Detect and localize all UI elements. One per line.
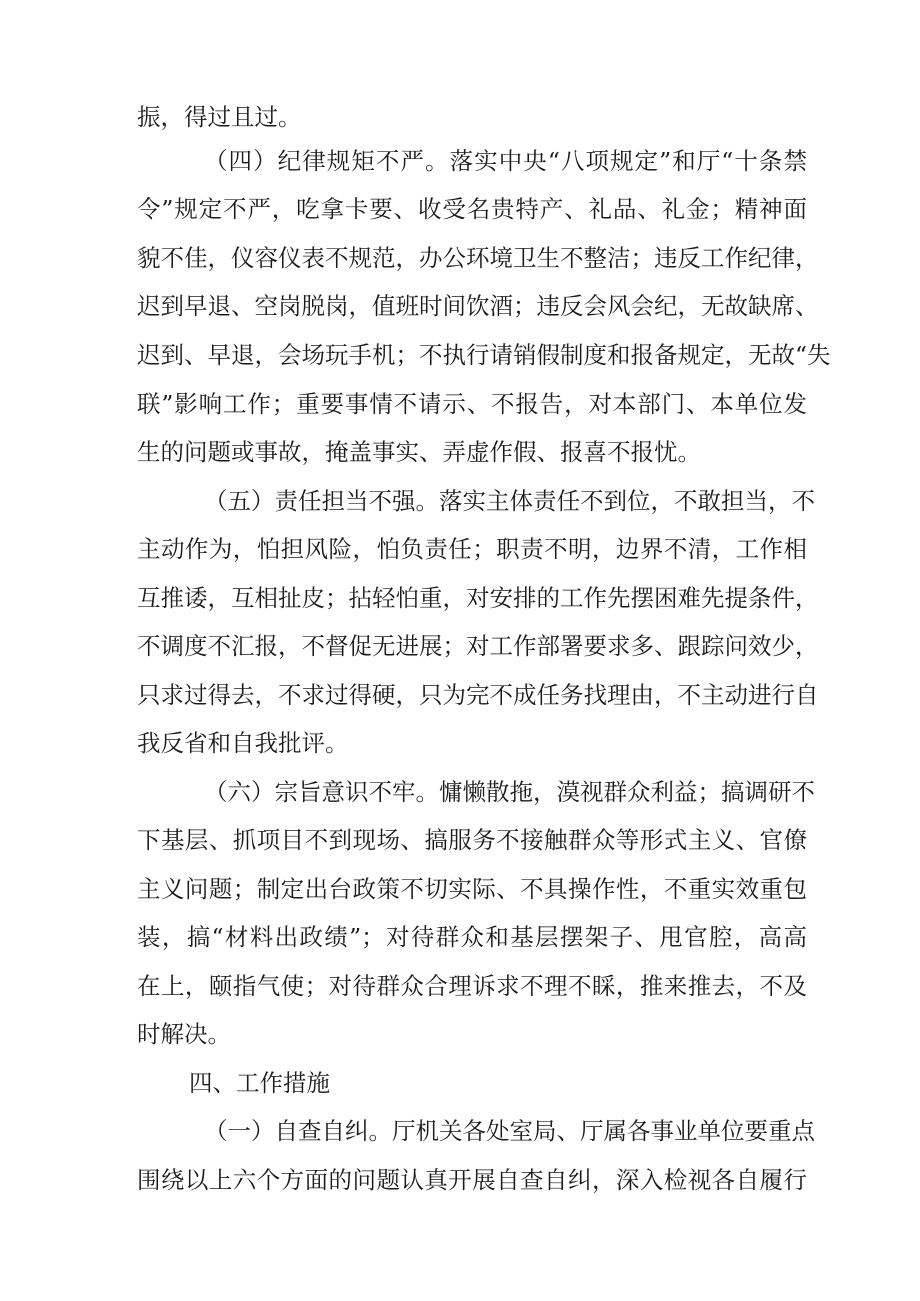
- paragraph-6-line: 在上，颐指气使；对待群众合理诉求不理不睬，推来推去，不及: [137, 972, 807, 1000]
- paragraph-4-first-line: （四）纪律规矩不严。落实中央“八项规定”和厅“十条禁: [204, 147, 807, 175]
- paragraph-4-line: 令”规定不严，吃拿卡要、收受名贵特产、礼品、礼金；精神面: [137, 195, 807, 223]
- paragraph-7-first-line: （一）自查自纠。厅机关各处室局、厅属各事业单位要重点: [204, 1117, 815, 1145]
- section-heading: 四、工作措施: [189, 1069, 330, 1097]
- paragraph-4-line: 联”影响工作；重要事情不请示、不报告，对本部门、本单位发: [137, 390, 807, 418]
- paragraph-4-line: 貌不佳，仪容仪表不规范，办公环境卫生不整洁；违反工作纪律，: [137, 244, 819, 272]
- paragraph-5-first-line: （五）责任担当不强。落实主体责任不到位，不敢担当，不: [204, 487, 815, 515]
- paragraph-6-line: 下基层、抓项目不到现场、搞服务不接触群众等形式主义、官僚: [137, 826, 807, 854]
- paragraph-7-line: 围绕以上六个方面的问题认真开展自查自纠，深入检视各自履行: [137, 1166, 807, 1194]
- paragraph-5-last-line: 我反省和自我批评。: [137, 729, 349, 757]
- paragraph-5-line: 只求过得去，不求过得硬，只为完不成任务找理由，不主动进行自: [137, 681, 819, 709]
- paragraph-4-line: 迟到早退、空岗脱岗，值班时间饮酒；违反会风会纪，无故缺席、: [137, 292, 819, 320]
- paragraph-3-end-line: 振，得过且过。: [137, 103, 302, 131]
- paragraph-6-last-line: 时解决。: [137, 1020, 231, 1048]
- paragraph-5-line: 不调度不汇报，不督促无进展；对工作部署要求多、跟踪问效少，: [137, 632, 819, 660]
- paragraph-6-line: 装，搞“材料出政绩”；对待群众和基层摆架子、甩官腔，高高: [137, 923, 807, 951]
- paragraph-5-line: 互推诿，互相扯皮；拈轻怕重，对安排的工作先摆困难先提条件，: [137, 584, 819, 612]
- paragraph-4-line: 迟到、早退，会场玩手机；不执行请销假制度和报备规定，无故“失: [137, 341, 831, 369]
- paragraph-6-first-line: （六）宗旨意识不牢。慵懒散拖，漠视群众利益；搞调研不: [204, 778, 815, 806]
- paragraph-5-line: 主动作为，怕担风险，怕负责任；职责不明，边界不清，工作相: [137, 535, 807, 563]
- paragraph-4-last-line: 生的问题或事故，掩盖事实、弄虚作假、报喜不报忧。: [137, 438, 701, 466]
- paragraph-6-line: 主义问题；制定出台政策不切实际、不具操作性，不重实效重包: [137, 875, 807, 903]
